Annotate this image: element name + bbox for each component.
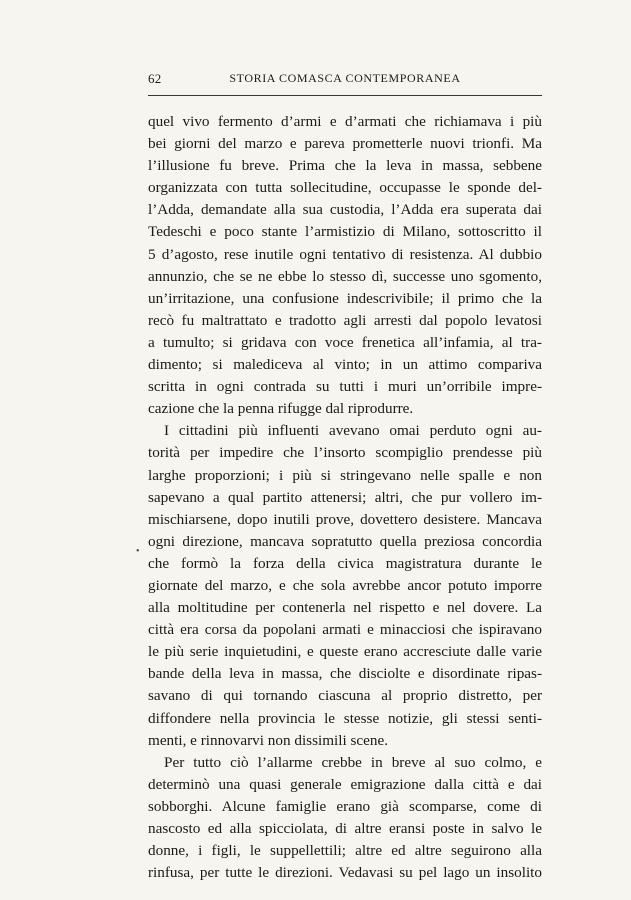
running-title: STORIA COMASCA CONTEMPORANEA [229, 71, 461, 85]
text-line: torità per impedire che l’insorto scompiglio prendesse più [148, 444, 542, 462]
text-line: Per tutto ciò l’allarme crebbe in breve al suo colmo, e [164, 753, 542, 771]
text-line: sobborghi. Alcune famiglie erano già scomparse, come di [148, 797, 542, 815]
text-line: a tumulto; si gridava con voce frenetica all’infamia, al tra- [148, 333, 542, 351]
text-line: le più serie inquietudini, e queste erano accresciute dalle varie [148, 643, 542, 661]
text-line: scritta in ogni contrada su tutti i muri un’orribile impre- [148, 378, 542, 396]
text-line: ogni direzione, mancava sopratutto quella preziosa concordia [148, 532, 542, 550]
text-line: determinò una quasi generale emigrazione dalla città e dai [148, 775, 542, 793]
text-line: l’illusione fu breve. Prima che la leva in massa, sebbene [148, 157, 542, 175]
text-line: bei giorni del marzo e pareva prometterle nuovi trionfi. Ma [148, 135, 542, 153]
text-line: l’Adda, demandate alla sua custodia, l’Adda era superata dai [148, 201, 542, 219]
text-line: rinfusa, per tutte le direzioni. Vedavasi su pel lago un insolito [148, 864, 542, 882]
text-line: nascosto ed alla spicciolata, di altre eransi poste in salvo le [148, 820, 542, 837]
text-line: annunzio, che se ne ebbe lo stesso dì, successe uno sgomento, [148, 267, 542, 285]
text-line: giornate del marzo, e che sola avrebbe ancor potuto imporre [148, 576, 542, 594]
page-number: 62 [148, 71, 162, 86]
running-head [148, 69, 542, 89]
paragraph-2 [148, 420, 542, 751]
text-line: donne, i figli, le suppellettili; altre ed altre seguirono alla [148, 842, 542, 860]
stray-ink-mark: • [136, 546, 140, 557]
text-line: Tedeschi e poco stante l’armistizio di Milano, sottoscritto il [148, 223, 542, 241]
text-line: 5 d’agosto, rese inutile ogni tentativo di resistenza. Al dubbio [148, 245, 542, 263]
paragraph-1 [148, 111, 542, 420]
text-line: che formò la forza della civica magistratura durante le [148, 554, 542, 572]
text-line: sapevano a qual partito attenersi; altri, che pur vollero im- [148, 488, 542, 506]
text-line: dimento; si malediceva al vinto; in un attimo compariva [148, 356, 542, 374]
text-line: larghe proporzioni; i più si stringevano nelle spalle e non [148, 466, 542, 484]
text-line: un’irritazione, una confusione indescrivibile; il primo che la [148, 289, 542, 307]
text-line: recò fu maltrattato e tradotto agli arresti dal popolo levatosi [148, 311, 542, 329]
text-line: quel vivo fermento d’armi e d’armati che richiamava i più [148, 113, 542, 130]
text-line: savano di qui tornando ciascuna al proprio distretto, per [148, 687, 542, 705]
text-line: città era corsa da popolani armati e minacciosi che ispiravano [148, 621, 542, 639]
text-line: cazione che la penna rifugge dal riprodurre. [148, 400, 414, 418]
text-line: I cittadini più influenti avevano omai perduto ogni au- [164, 422, 542, 440]
text-line: mischiarsene, dopo inutili prove, dovettero desistere. Mancava [148, 510, 542, 528]
body-text [148, 111, 542, 884]
paragraph-3 [148, 752, 542, 885]
header-rule [148, 95, 542, 96]
text-line: organizzata con tutta sollecitudine, occupasse le sponde del- [148, 179, 542, 197]
text-line: diffondere nella provincia le stesse notizie, gli stessi senti- [148, 709, 542, 727]
text-line: alla moltitudine per contenerla nel rispetto e nel dovere. La [148, 599, 542, 617]
text-line: menti, e rinnovarvi non dissimili scene. [148, 731, 389, 749]
text-line: bande della leva in massa, che disciolte e disordinate ripas- [148, 665, 542, 683]
